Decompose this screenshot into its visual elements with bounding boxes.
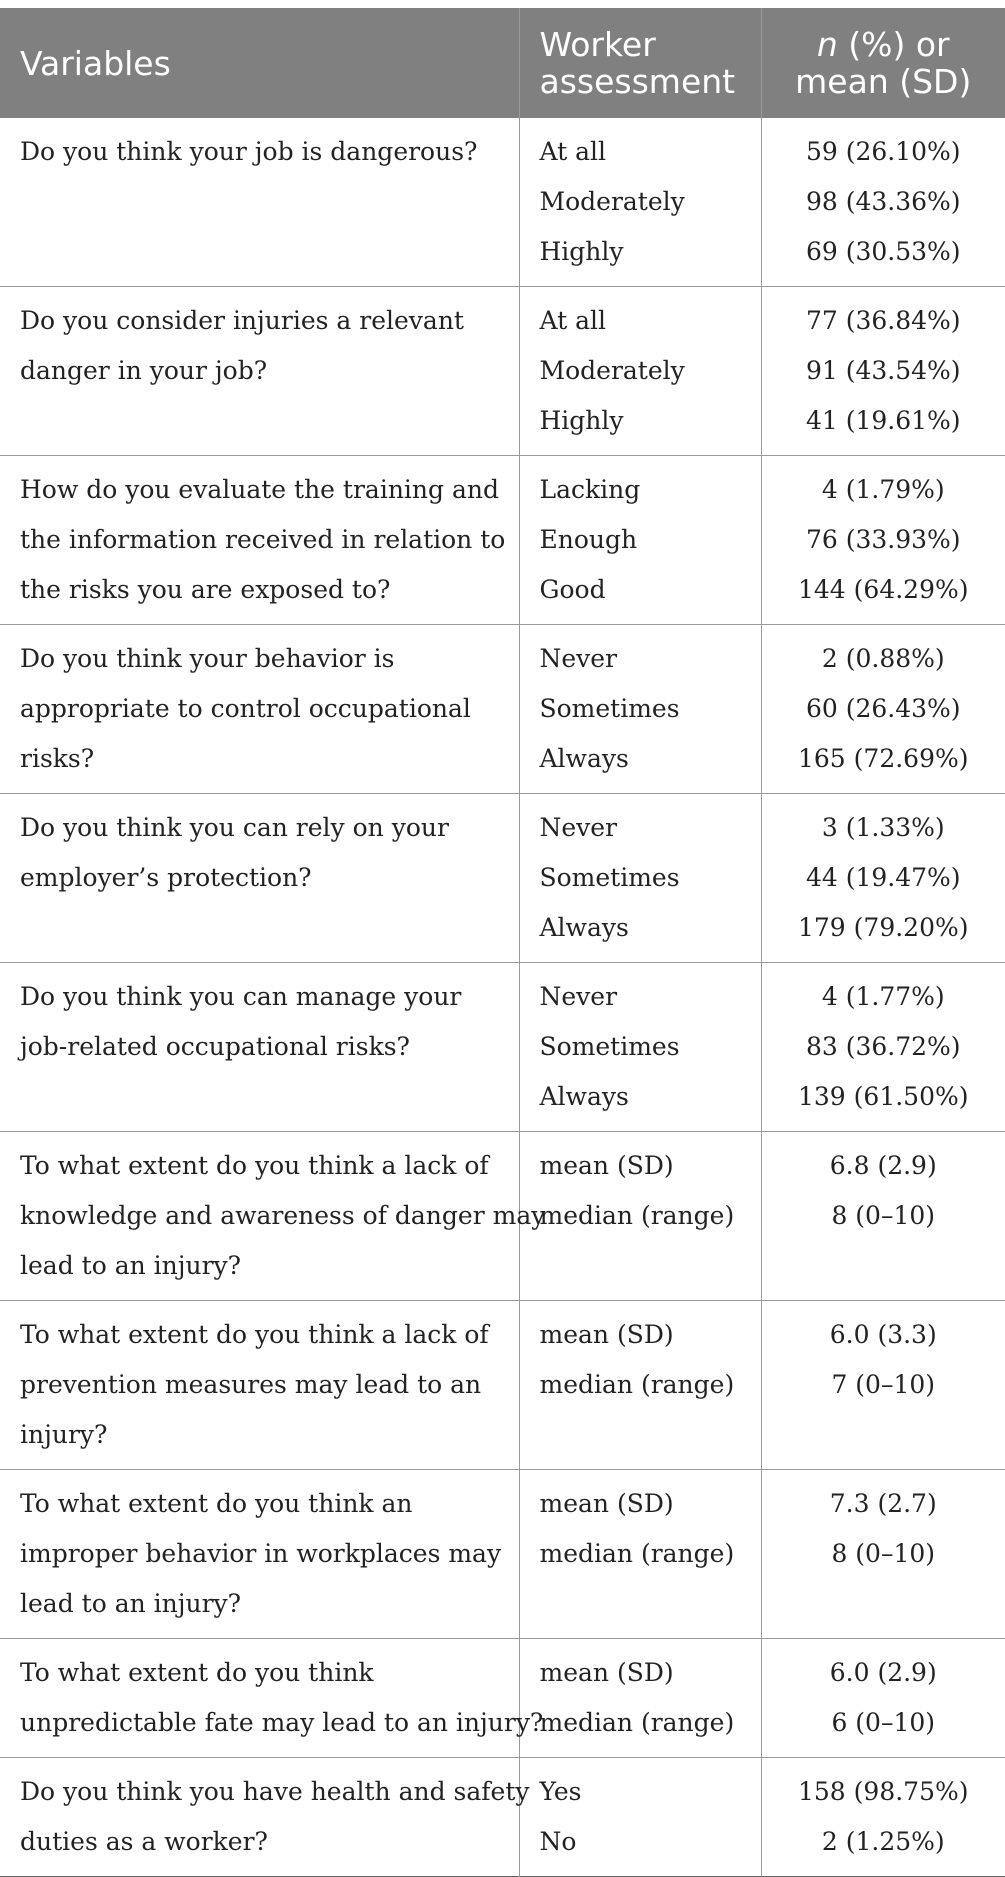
assessment-cell — [519, 1470, 761, 1639]
assessment-option: Moderately — [539, 356, 685, 385]
value-text: 44 (19.47%) — [805, 863, 961, 892]
question-line: To what extent do you think — [20, 1658, 374, 1687]
assessment-option: Never — [539, 813, 618, 842]
value-text: 76 (33.93%) — [805, 525, 961, 554]
table-row — [0, 456, 1005, 625]
value-text: 2 (0.88%) — [821, 644, 945, 673]
assessment-cell — [519, 1301, 761, 1470]
question-line: Do you think you have health and safety — [20, 1777, 530, 1806]
question-line: the information received in relation to — [20, 525, 506, 554]
header-percent-or: (%) or — [837, 25, 950, 64]
assessment-option: median (range) — [539, 1201, 735, 1230]
table-row — [0, 1301, 1005, 1470]
value-cell — [761, 963, 1005, 1132]
question-line: Do you think your behavior is — [20, 644, 395, 673]
question-line: unpredictable fate may lead to an injury? — [20, 1708, 544, 1737]
value-text: 59 (26.10%) — [805, 137, 961, 166]
assessment-option: No — [539, 1827, 577, 1856]
question-line: danger in your job? — [20, 356, 268, 385]
assessment-cell — [519, 625, 761, 794]
question-cell — [0, 287, 519, 456]
question-cell — [0, 1470, 519, 1639]
table-body — [0, 118, 1005, 1877]
question-cell — [0, 118, 519, 287]
question-line: How do you evaluate the training and — [20, 475, 499, 504]
value-text: 3 (1.33%) — [821, 813, 945, 842]
table-row — [0, 118, 1005, 287]
assessment-option: Always — [539, 744, 629, 773]
header-row — [0, 8, 1005, 118]
question-line: job-related occupational risks? — [20, 1032, 410, 1061]
assessment-cell — [519, 118, 761, 287]
table-row — [0, 963, 1005, 1132]
value-cell — [761, 625, 1005, 794]
header-n-percent-mean — [761, 8, 1005, 118]
assessment-cell — [519, 794, 761, 963]
value-cell — [761, 794, 1005, 963]
question-cell — [0, 456, 519, 625]
question-line: Do you think you can rely on your — [20, 813, 449, 842]
question-cell — [0, 963, 519, 1132]
assessment-option: mean (SD) — [539, 1489, 674, 1518]
question-line: lead to an injury? — [20, 1251, 242, 1280]
question-line: risks? — [20, 744, 95, 773]
value-text: 6.8 (2.9) — [829, 1151, 937, 1180]
table-row — [0, 1470, 1005, 1639]
question-line: injury? — [20, 1420, 108, 1449]
value-text: 158 (98.75%) — [798, 1777, 969, 1806]
value-cell — [761, 118, 1005, 287]
question-cell — [0, 1758, 530, 1877]
value-text: 69 (30.53%) — [805, 237, 961, 266]
value-text: 6.0 (3.3) — [829, 1320, 937, 1349]
table-row — [0, 1132, 1005, 1301]
value-cell — [761, 1470, 1005, 1639]
question-cell — [0, 1639, 544, 1758]
assessment-cell — [519, 456, 761, 625]
question-line: To what extent do you think an — [20, 1489, 413, 1518]
assessment-option: Always — [539, 913, 629, 942]
question-line: To what extent do you think a lack of — [20, 1320, 489, 1349]
assessment-option: Good — [539, 575, 606, 604]
value-text: 41 (19.61%) — [805, 406, 961, 435]
value-text: 144 (64.29%) — [798, 575, 969, 604]
assessment-option: Lacking — [539, 475, 641, 504]
value-cell — [761, 1301, 1005, 1470]
question-cell — [0, 794, 519, 963]
value-text: 8 (0–10) — [831, 1539, 936, 1568]
value-cell — [761, 287, 1005, 456]
value-text: 7 (0–10) — [831, 1370, 936, 1399]
question-line: Do you think you can manage your — [20, 982, 462, 1011]
assessment-option: median (range) — [539, 1708, 735, 1737]
assessment-option: Always — [539, 1082, 629, 1111]
assessment-cell — [519, 287, 761, 456]
assessment-option: Enough — [539, 525, 638, 554]
header-worker-assessment — [519, 8, 761, 118]
assessment-option: mean (SD) — [539, 1658, 674, 1687]
table-row — [0, 1758, 1005, 1877]
assessment-option: median (range) — [539, 1370, 735, 1399]
assessment-option: Never — [539, 644, 618, 673]
value-text: 83 (36.72%) — [805, 1032, 961, 1061]
table-row — [0, 794, 1005, 963]
value-cell — [761, 1132, 1005, 1301]
question-line: the risks you are exposed to? — [20, 575, 391, 604]
assessment-cell — [519, 1132, 761, 1301]
value-text: 8 (0–10) — [831, 1201, 936, 1230]
value-text: 60 (26.43%) — [805, 694, 961, 723]
value-text: 7.3 (2.7) — [829, 1489, 937, 1518]
value-text: 179 (79.20%) — [798, 913, 969, 942]
assessment-option: Sometimes — [539, 694, 680, 723]
assessment-option: Yes — [539, 1777, 582, 1806]
question-line: duties as a worker? — [20, 1827, 268, 1856]
table-row — [0, 287, 1005, 456]
results-table — [0, 8, 1005, 1877]
assessment-cell — [519, 963, 761, 1132]
assessment-option: mean (SD) — [539, 1151, 674, 1180]
value-text: 98 (43.36%) — [805, 187, 961, 216]
table-row — [0, 625, 1005, 794]
value-text: 165 (72.69%) — [798, 744, 969, 773]
header-mean-sd: mean (SD) — [795, 62, 972, 101]
assessment-option: Highly — [539, 406, 624, 435]
question-cell — [0, 625, 519, 794]
assessment-option: Never — [539, 982, 618, 1011]
question-line: lead to an injury? — [20, 1589, 242, 1618]
value-cell — [761, 1758, 1005, 1877]
header-variables: Variables — [0, 8, 519, 118]
assessment-option: Highly — [539, 237, 624, 266]
value-text: 139 (61.50%) — [798, 1082, 969, 1111]
assessment-option: median (range) — [539, 1539, 735, 1568]
question-cell — [0, 1132, 546, 1301]
assessment-option: Moderately — [539, 187, 685, 216]
question-line: improper behavior in workplaces may — [20, 1539, 502, 1568]
assessment-cell — [519, 1758, 761, 1877]
header-worker-assessment-line2: assessment — [539, 62, 736, 101]
table-row — [0, 1639, 1005, 1758]
question-line: To what extent do you think a lack of — [20, 1151, 489, 1180]
question-line: prevention measures may lead to an — [20, 1370, 482, 1399]
value-text: 6 (0–10) — [831, 1708, 936, 1737]
question-line: employer’s protection? — [20, 863, 312, 892]
value-cell — [761, 456, 1005, 625]
header-worker-assessment-line1: Worker — [539, 25, 656, 64]
value-cell — [761, 1639, 1005, 1758]
assessment-option: Sometimes — [539, 1032, 680, 1061]
question-line: Do you think your job is dangerous? — [20, 137, 478, 166]
value-text: 4 (1.77%) — [821, 982, 945, 1011]
header-n-italic: n — [816, 25, 838, 64]
question-line: knowledge and awareness of danger may — [20, 1201, 546, 1230]
value-text: 77 (36.84%) — [805, 306, 961, 335]
assessment-option: Sometimes — [539, 863, 680, 892]
value-text: 6.0 (2.9) — [829, 1658, 937, 1687]
value-text: 4 (1.79%) — [821, 475, 945, 504]
value-text: 2 (1.25%) — [821, 1827, 945, 1856]
assessment-option: mean (SD) — [539, 1320, 674, 1349]
question-line: Do you consider injuries a relevant — [20, 306, 464, 335]
assessment-option: At all — [539, 306, 607, 335]
value-text: 91 (43.54%) — [805, 356, 961, 385]
assessment-cell — [519, 1639, 761, 1758]
question-line: appropriate to control occupational — [20, 694, 471, 723]
assessment-option: At all — [539, 137, 607, 166]
question-cell — [0, 1301, 519, 1470]
